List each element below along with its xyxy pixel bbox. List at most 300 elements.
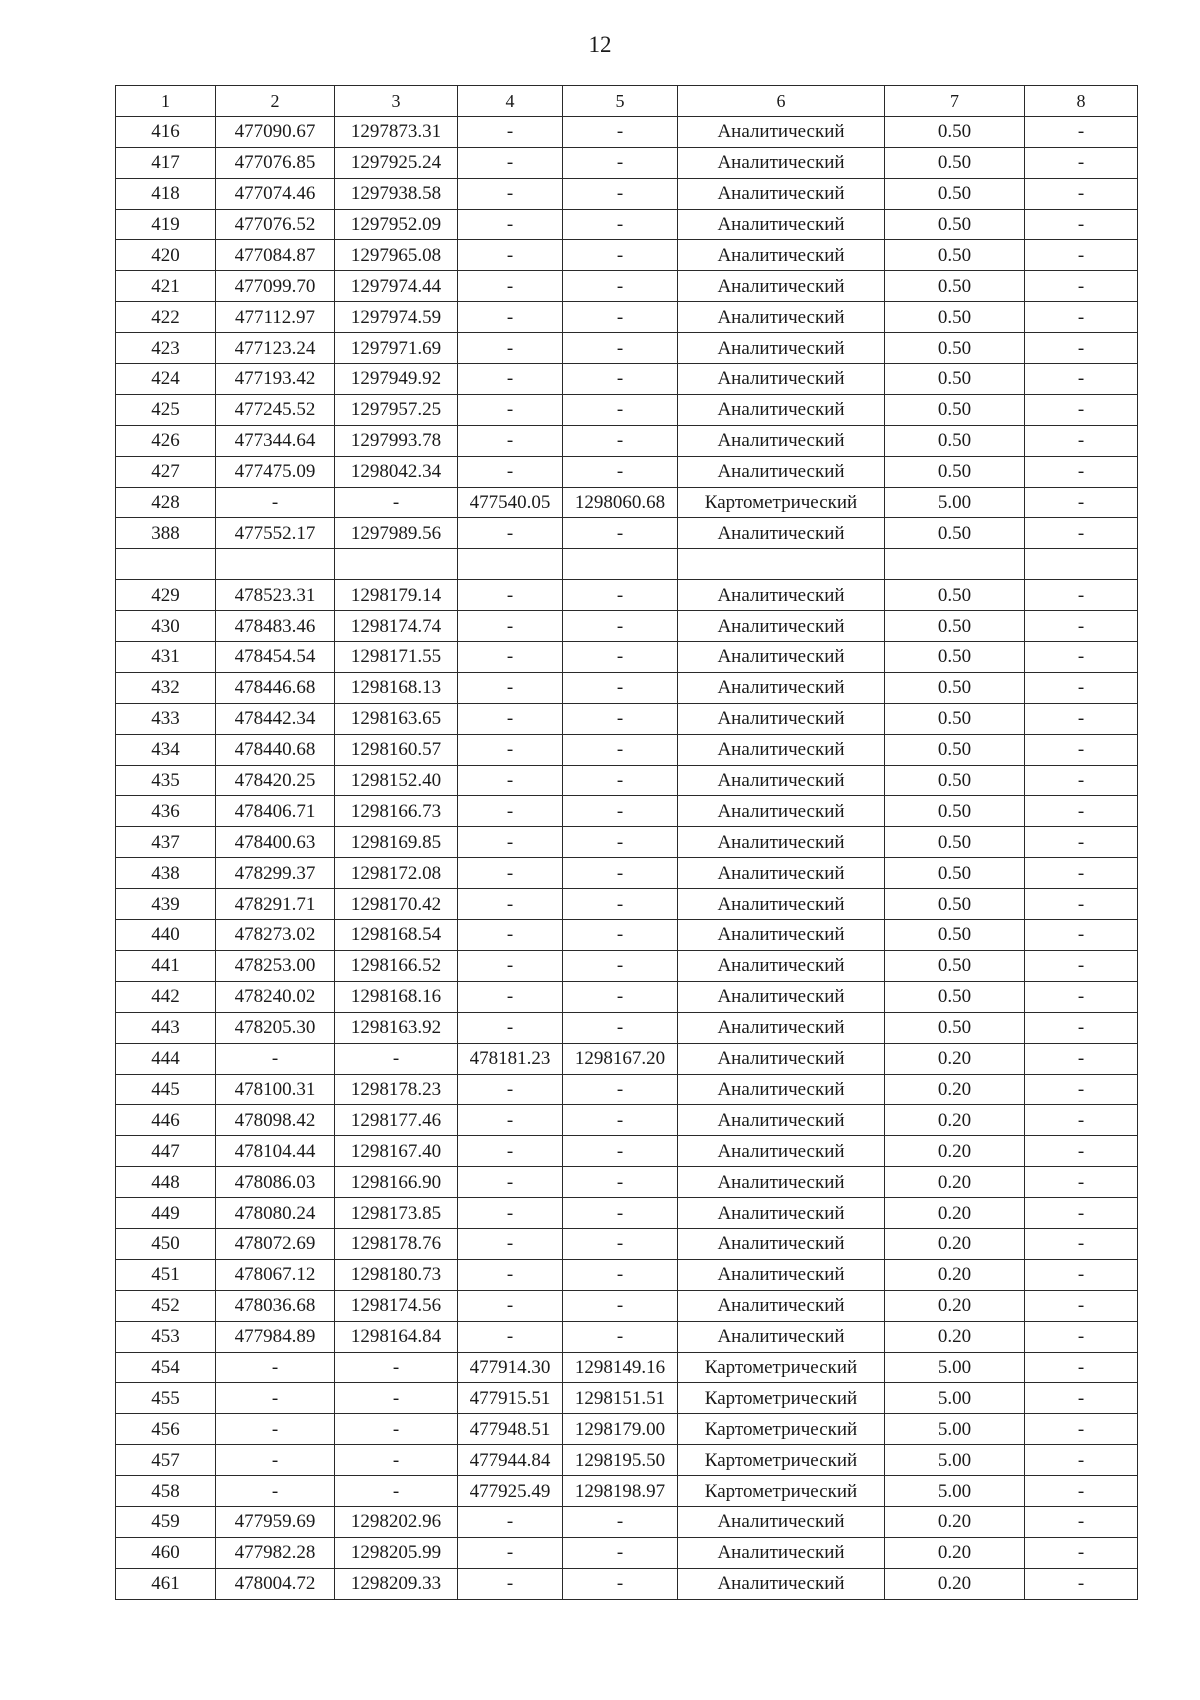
table-cell: Картометрический [678, 1352, 885, 1383]
table-cell: - [1025, 1290, 1138, 1321]
table-cell: - [216, 487, 335, 518]
table-cell: - [1025, 642, 1138, 673]
table-cell: - [458, 703, 563, 734]
table-cell: - [563, 271, 678, 302]
table-cell: - [1025, 1259, 1138, 1290]
table-cell: 1297989.56 [335, 518, 458, 549]
table-cell: 0.50 [885, 796, 1025, 827]
table-cell: - [1025, 611, 1138, 642]
table-cell: - [216, 1043, 335, 1074]
table-cell: Аналитический [678, 425, 885, 456]
table-cell: - [458, 1198, 563, 1229]
table-cell: 0.20 [885, 1043, 1025, 1074]
table-cell: - [1025, 147, 1138, 178]
table-cell: 1298205.99 [335, 1537, 458, 1568]
table-cell: 478036.68 [216, 1290, 335, 1321]
table-cell [335, 549, 458, 580]
table-cell: - [458, 858, 563, 889]
table-cell: 430 [116, 611, 216, 642]
table-cell: 477123.24 [216, 333, 335, 364]
table-cell: 5.00 [885, 1445, 1025, 1476]
table-cell: Аналитический [678, 981, 885, 1012]
table-cell: 1298180.73 [335, 1259, 458, 1290]
table-cell: - [563, 1074, 678, 1105]
table-cell: - [1025, 1105, 1138, 1136]
table-cell: 477090.67 [216, 116, 335, 147]
table-cell: - [1025, 1383, 1138, 1414]
table-cell: 0.50 [885, 271, 1025, 302]
table-cell: - [563, 147, 678, 178]
table-cell: Аналитический [678, 1012, 885, 1043]
table-cell: 1297957.25 [335, 394, 458, 425]
table-cell: - [563, 981, 678, 1012]
table-cell: - [1025, 518, 1138, 549]
table-cell: 1297974.59 [335, 302, 458, 333]
table-row [116, 889, 1138, 920]
table-cell: 478240.02 [216, 981, 335, 1012]
table-row [116, 827, 1138, 858]
table-cell: 0.50 [885, 147, 1025, 178]
table-cell: 478273.02 [216, 920, 335, 951]
table-cell: - [458, 333, 563, 364]
table-cell: - [563, 611, 678, 642]
table-row [116, 487, 1138, 518]
table-row [116, 858, 1138, 889]
table-cell: - [335, 1352, 458, 1383]
table-cell: - [563, 1228, 678, 1259]
table-cell: - [458, 889, 563, 920]
table-cell: Аналитический [678, 240, 885, 271]
table-cell: - [1025, 1568, 1138, 1599]
table-cell: 1298168.16 [335, 981, 458, 1012]
table-cell: - [335, 1043, 458, 1074]
table-row [116, 580, 1138, 611]
table-cell: - [458, 1136, 563, 1167]
table-cell: 437 [116, 827, 216, 858]
table-row [116, 1383, 1138, 1414]
table-cell: Аналитический [678, 178, 885, 209]
table-cell: - [458, 1568, 563, 1599]
table-cell: 1298173.85 [335, 1198, 458, 1229]
table-cell: 478004.72 [216, 1568, 335, 1599]
table-cell: - [458, 1012, 563, 1043]
table-cell: Аналитический [678, 1198, 885, 1229]
table-cell: 478181.23 [458, 1043, 563, 1074]
table-row [116, 116, 1138, 147]
table-cell: 461 [116, 1568, 216, 1599]
table-cell: - [563, 672, 678, 703]
table-cell: 444 [116, 1043, 216, 1074]
table-body [116, 116, 1138, 1599]
column-header: 7 [885, 86, 1025, 117]
table-cell: 1298170.42 [335, 889, 458, 920]
table-cell: 0.50 [885, 672, 1025, 703]
table-cell: 1298160.57 [335, 734, 458, 765]
table-cell: - [1025, 920, 1138, 951]
table-cell: 5.00 [885, 487, 1025, 518]
table-cell: 0.20 [885, 1167, 1025, 1198]
table-cell: 420 [116, 240, 216, 271]
table-cell: - [216, 1414, 335, 1445]
table-row [116, 1506, 1138, 1537]
table-cell: - [563, 796, 678, 827]
table-cell: - [458, 734, 563, 765]
table-cell: - [458, 1074, 563, 1105]
table-cell: 477552.17 [216, 518, 335, 549]
table-cell: 1298202.96 [335, 1506, 458, 1537]
table-cell: 1298167.20 [563, 1043, 678, 1074]
table-cell: 478086.03 [216, 1167, 335, 1198]
table-cell: 477084.87 [216, 240, 335, 271]
table-cell: Аналитический [678, 734, 885, 765]
table-row [116, 147, 1138, 178]
table-cell: 442 [116, 981, 216, 1012]
table-cell: - [216, 1476, 335, 1507]
table-cell: 478442.34 [216, 703, 335, 734]
table-cell: 0.20 [885, 1506, 1025, 1537]
table-cell: 478205.30 [216, 1012, 335, 1043]
table-cell: - [563, 456, 678, 487]
table-cell: 478446.68 [216, 672, 335, 703]
table-cell: Картометрический [678, 1414, 885, 1445]
table-cell: 1298171.55 [335, 642, 458, 673]
table-cell: - [1025, 487, 1138, 518]
table-cell: - [458, 271, 563, 302]
table-cell: 5.00 [885, 1352, 1025, 1383]
table-cell: 478420.25 [216, 765, 335, 796]
table-cell: - [1025, 116, 1138, 147]
table-cell: 1297938.58 [335, 178, 458, 209]
table-cell [885, 549, 1025, 580]
table-row [116, 209, 1138, 240]
table-row [116, 364, 1138, 395]
table-cell: - [1025, 1321, 1138, 1352]
table-row [116, 240, 1138, 271]
table-cell: 477344.64 [216, 425, 335, 456]
table-cell: 5.00 [885, 1414, 1025, 1445]
table-cell: Аналитический [678, 116, 885, 147]
table-cell: 447 [116, 1136, 216, 1167]
table-row [116, 642, 1138, 673]
table-cell: - [1025, 271, 1138, 302]
column-header: 2 [216, 86, 335, 117]
table-cell: - [1025, 1352, 1138, 1383]
table-header-row [116, 86, 1138, 117]
table-row [116, 1259, 1138, 1290]
table-cell: 478406.71 [216, 796, 335, 827]
table-cell: - [563, 765, 678, 796]
table-cell [458, 549, 563, 580]
table-cell: 455 [116, 1383, 216, 1414]
table-cell: 425 [116, 394, 216, 425]
table-cell: - [458, 765, 563, 796]
table-cell: - [458, 1167, 563, 1198]
table-cell: Аналитический [678, 1568, 885, 1599]
table-cell: 1297971.69 [335, 333, 458, 364]
table-cell: Аналитический [678, 642, 885, 673]
table-cell: 0.20 [885, 1321, 1025, 1352]
table-cell: Аналитический [678, 1136, 885, 1167]
table-cell: Аналитический [678, 1167, 885, 1198]
table-cell: 477944.84 [458, 1445, 563, 1476]
table-row [116, 302, 1138, 333]
table-cell: 0.50 [885, 580, 1025, 611]
table-cell: - [1025, 333, 1138, 364]
table-cell: Аналитический [678, 858, 885, 889]
table-cell: - [563, 580, 678, 611]
table-cell: - [458, 1228, 563, 1259]
table-cell: 421 [116, 271, 216, 302]
table-cell: 1298152.40 [335, 765, 458, 796]
table-cell: 416 [116, 116, 216, 147]
table-cell: - [1025, 209, 1138, 240]
table-cell: 477915.51 [458, 1383, 563, 1414]
table-cell: - [458, 796, 563, 827]
table-cell: Аналитический [678, 920, 885, 951]
table-cell: - [458, 981, 563, 1012]
table-cell [116, 549, 216, 580]
table-cell: 477475.09 [216, 456, 335, 487]
table-cell [1025, 549, 1138, 580]
table-cell: Картометрический [678, 1383, 885, 1414]
table-cell: Аналитический [678, 765, 885, 796]
table-cell: 388 [116, 518, 216, 549]
table-row [116, 518, 1138, 549]
table-cell: - [458, 240, 563, 271]
table-cell: 443 [116, 1012, 216, 1043]
table-row [116, 703, 1138, 734]
table-cell: Аналитический [678, 889, 885, 920]
table-cell: 477984.89 [216, 1321, 335, 1352]
table-cell: 429 [116, 580, 216, 611]
table-cell: 0.50 [885, 302, 1025, 333]
table-cell [216, 549, 335, 580]
column-header: 6 [678, 86, 885, 117]
table-cell: 0.50 [885, 178, 1025, 209]
table-cell: - [216, 1445, 335, 1476]
table-cell: - [458, 580, 563, 611]
table-cell: 0.50 [885, 765, 1025, 796]
table-cell: 422 [116, 302, 216, 333]
table-cell: - [563, 1568, 678, 1599]
table-row [116, 456, 1138, 487]
table-cell: - [563, 1537, 678, 1568]
table-cell: 478483.46 [216, 611, 335, 642]
table-cell: 417 [116, 147, 216, 178]
table-cell: 478100.31 [216, 1074, 335, 1105]
table-cell: Аналитический [678, 1506, 885, 1537]
table-cell: - [458, 642, 563, 673]
table-cell: 440 [116, 920, 216, 951]
column-header: 8 [1025, 86, 1138, 117]
table-cell: - [335, 1383, 458, 1414]
table-cell: 1298174.74 [335, 611, 458, 642]
table-row [116, 333, 1138, 364]
table-cell: Аналитический [678, 611, 885, 642]
table-cell: Аналитический [678, 364, 885, 395]
table-cell: 478098.42 [216, 1105, 335, 1136]
table-cell: Картометрический [678, 1476, 885, 1507]
table-row [116, 950, 1138, 981]
table-cell: - [563, 364, 678, 395]
table-cell: - [1025, 1445, 1138, 1476]
table-cell: 0.50 [885, 518, 1025, 549]
table-cell: 1298174.56 [335, 1290, 458, 1321]
table-cell: - [1025, 981, 1138, 1012]
table-cell: 0.50 [885, 981, 1025, 1012]
table-cell: - [563, 394, 678, 425]
table-cell: 1298209.33 [335, 1568, 458, 1599]
column-header: 3 [335, 86, 458, 117]
table-cell: 1298060.68 [563, 487, 678, 518]
table-cell: 1297952.09 [335, 209, 458, 240]
table-cell: 446 [116, 1105, 216, 1136]
table-cell: - [458, 178, 563, 209]
table-cell: 424 [116, 364, 216, 395]
table-cell: 477948.51 [458, 1414, 563, 1445]
table-row [116, 1352, 1138, 1383]
table-cell: 1298169.85 [335, 827, 458, 858]
table-cell: 0.50 [885, 209, 1025, 240]
table-cell: 478253.00 [216, 950, 335, 981]
table-cell: 1298198.97 [563, 1476, 678, 1507]
table-cell: 428 [116, 487, 216, 518]
table-cell: - [563, 642, 678, 673]
table-cell: - [458, 425, 563, 456]
table-row [116, 920, 1138, 951]
table-cell: - [1025, 1476, 1138, 1507]
page-number: 12 [588, 32, 612, 57]
table-row [116, 394, 1138, 425]
table-row [116, 1105, 1138, 1136]
table-cell: 1297925.24 [335, 147, 458, 178]
table-cell: 478291.71 [216, 889, 335, 920]
table-cell: - [458, 1506, 563, 1537]
table-cell: - [458, 394, 563, 425]
table-cell: - [1025, 394, 1138, 425]
table-cell: 1298178.76 [335, 1228, 458, 1259]
table-cell: 0.50 [885, 642, 1025, 673]
table-cell: 0.50 [885, 394, 1025, 425]
table-row [116, 1136, 1138, 1167]
table-cell: Аналитический [678, 1228, 885, 1259]
table-cell: - [458, 302, 563, 333]
table-cell: - [1025, 827, 1138, 858]
table-cell: 0.50 [885, 116, 1025, 147]
table-cell: Аналитический [678, 1259, 885, 1290]
table-cell: - [1025, 1074, 1138, 1105]
table-cell: - [1025, 580, 1138, 611]
table-cell: Аналитический [678, 518, 885, 549]
table-cell: 1298172.08 [335, 858, 458, 889]
table-cell: 1298179.00 [563, 1414, 678, 1445]
table-cell: 1297974.44 [335, 271, 458, 302]
table-cell: - [458, 672, 563, 703]
table-cell: 1298168.13 [335, 672, 458, 703]
coordinates-table [115, 85, 1138, 1600]
table-cell [678, 549, 885, 580]
table-cell: 478072.69 [216, 1228, 335, 1259]
table-cell: Картометрический [678, 487, 885, 518]
table-row [116, 1198, 1138, 1229]
table-cell: - [563, 1167, 678, 1198]
table-row [116, 1074, 1138, 1105]
table-cell: 432 [116, 672, 216, 703]
table-cell: - [563, 1198, 678, 1229]
table-cell: 478299.37 [216, 858, 335, 889]
table-cell: 477925.49 [458, 1476, 563, 1507]
table-cell: 1298179.14 [335, 580, 458, 611]
table-cell: 0.20 [885, 1537, 1025, 1568]
table-cell: - [216, 1352, 335, 1383]
table-cell: - [1025, 703, 1138, 734]
table-row [116, 611, 1138, 642]
table-cell: - [1025, 178, 1138, 209]
table-cell: 458 [116, 1476, 216, 1507]
table-cell: - [1025, 364, 1138, 395]
table-cell: 0.50 [885, 703, 1025, 734]
table-row [116, 672, 1138, 703]
table-cell: - [1025, 858, 1138, 889]
column-header: 5 [563, 86, 678, 117]
table-row [116, 1043, 1138, 1074]
table-row [116, 549, 1138, 580]
table-cell: 0.50 [885, 364, 1025, 395]
table-cell: - [1025, 734, 1138, 765]
table-row [116, 1445, 1138, 1476]
table-cell: 450 [116, 1228, 216, 1259]
table-cell: 5.00 [885, 1383, 1025, 1414]
table-row [116, 1476, 1138, 1507]
table-cell: 478440.68 [216, 734, 335, 765]
table-cell: - [458, 1290, 563, 1321]
table-cell: 1298042.34 [335, 456, 458, 487]
table-cell: Аналитический [678, 703, 885, 734]
table-cell: - [216, 1383, 335, 1414]
table-cell: - [563, 1012, 678, 1043]
table-cell: - [1025, 240, 1138, 271]
table-cell: - [563, 302, 678, 333]
table-row [116, 1167, 1138, 1198]
table-cell: 477099.70 [216, 271, 335, 302]
table-cell: 477074.46 [216, 178, 335, 209]
table-cell: Аналитический [678, 1321, 885, 1352]
table-cell: 478400.63 [216, 827, 335, 858]
table-cell: - [563, 240, 678, 271]
table-cell: 418 [116, 178, 216, 209]
table-cell: - [1025, 1012, 1138, 1043]
table-cell: - [1025, 1136, 1138, 1167]
table-cell: - [335, 1414, 458, 1445]
table-cell: - [1025, 950, 1138, 981]
table-cell: - [335, 1445, 458, 1476]
table-cell: 431 [116, 642, 216, 673]
table-cell: 477959.69 [216, 1506, 335, 1537]
table-cell: 0.50 [885, 858, 1025, 889]
table-cell: 0.20 [885, 1198, 1025, 1229]
table-cell: - [1025, 889, 1138, 920]
table-cell: 1298166.52 [335, 950, 458, 981]
table-row [116, 1290, 1138, 1321]
table-cell: 1297949.92 [335, 364, 458, 395]
table-cell: 478067.12 [216, 1259, 335, 1290]
table-cell: Аналитический [678, 1105, 885, 1136]
table-cell: - [563, 827, 678, 858]
table-cell: Аналитический [678, 796, 885, 827]
table-cell: - [563, 858, 678, 889]
table-cell [563, 549, 678, 580]
table-cell: 1297873.31 [335, 116, 458, 147]
